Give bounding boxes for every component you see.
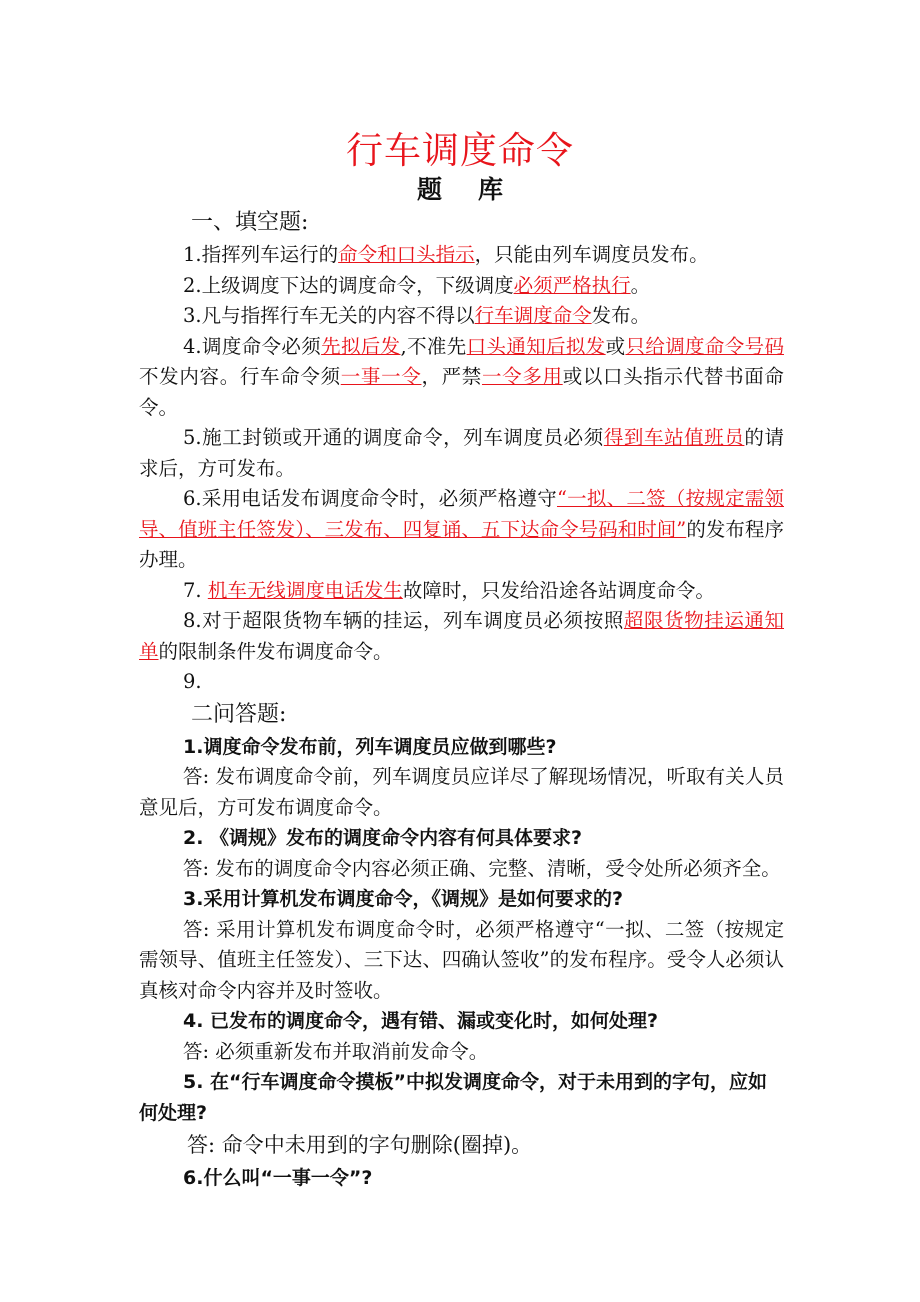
answer-blank: 得到车站值班员: [603, 426, 745, 449]
qa-question-5: 5. 在“行车调度命令摸板”中拟发调度命令，对于未用到的字句，应如何处理?: [139, 1071, 768, 1124]
answer-blank: 行车调度命令: [474, 304, 592, 327]
answer-blank: 机车无线调度电话发生: [207, 578, 403, 602]
fill-question-4: 4.调度命令必须先拟后发,不准先口头通知后拟发或只给调度命令号码不发内容。行车命令须一事一令，严禁一令多用或以口头指示代替书面命令。: [139, 334, 784, 419]
qa-question-2: 2. 《调规》发布的调度命令内容有何具体要求?: [183, 827, 583, 849]
fill-question-1: 1.指挥列车运行的命令和口头指示，只能由列车调度员发布。: [183, 243, 709, 266]
fill-question-6: 6.采用电话发布调度命令时，必须严格遵守“一拟、二签（按规定需领导、值班主任签发）、三发布、四复诵、五下达命令号码和时间”的发布程序办理。: [139, 487, 784, 571]
document-subtitle: [0, 170, 920, 206]
fill-question-5: 5.施工封锁或开通的调度命令，列车调度员必须得到车站值班员的请求后，方可发布。: [139, 426, 784, 480]
qa-question-1: 1.调度命令发布前，列车调度员应做到哪些?: [183, 735, 557, 758]
answer-blank: 超限货物挂运通知单: [139, 609, 784, 663]
answer-blank: 一令多用: [481, 365, 563, 388]
answer-blank: 先拟后发: [321, 334, 401, 358]
fill-question-3: 3.凡与指挥行车无关的内容不得以行车调度命令发布。: [183, 304, 651, 327]
document-body: [139, 206, 784, 1194]
qa-answer-4: 答: 必须重新发布并取消前发命令。: [183, 1039, 489, 1063]
qa-question-3: 3.采用计算机发布调度命令，《调规》是如何要求的?: [183, 888, 623, 910]
fill-question-9: 9.: [183, 670, 202, 693]
qa-question-6: 6.什么叫“一事一令”?: [183, 1167, 373, 1189]
section-heading-fill-in: 一、填空题:: [191, 210, 309, 235]
fill-question-7: 7. 机车无线调度电话发生故障时，只发给沿途各站调度命令。: [183, 578, 715, 602]
subtitle-char-2: 库: [478, 175, 504, 204]
subtitle-char-1: 题: [416, 175, 442, 204]
qa-answer-2: 答: 发布的调度命令内容必须正确、完整、清晰，受令处所必须齐全。: [183, 856, 781, 880]
fill-question-8: 8.对于超限货物车辆的挂运，列车调度员必须按照超限货物挂运通知单的限制条件发布调度命令。: [139, 609, 784, 663]
answer-blank: 命令和口头指示: [338, 243, 475, 266]
answer-blank: 口头通知后拟发: [466, 334, 606, 358]
answer-blank: “一拟、二签（按规定需领导、值班主任签发）、三发布、四复诵、五下达命令号码和时间”: [139, 487, 784, 541]
qa-answer-5: 答: 命令中未用到的字句删除(圈掉)。: [187, 1133, 533, 1157]
fill-question-2: 2.上级调度下达的调度命令，下级调度必须严格执行。: [183, 273, 651, 297]
qa-answer-3: 答: 采用计算机发布调度命令时，必须严格遵守“一拟、二签（按规定需领导、值班主任签发）、三下达、四确认签收”的发布程序。受令人必须认真核对命令内容并及时签收。: [139, 917, 784, 1002]
answer-blank: 必须严格执行: [513, 273, 631, 297]
qa-question-4: 4. 已发布的调度命令，遇有错、漏或变化时，如何处理?: [183, 1010, 659, 1032]
section-heading-qa: 二问答题:: [191, 701, 287, 727]
answer-blank: 一事一令: [340, 365, 422, 388]
answer-blank: 只给调度命令号码: [625, 334, 784, 358]
qa-answer-1: 答: 发布调度命令前，列车调度员应详尽了解现场情况，听取有关人员意见后，方可发布调度命令。: [139, 765, 784, 819]
document-title: 行车调度命令: [346, 129, 574, 172]
